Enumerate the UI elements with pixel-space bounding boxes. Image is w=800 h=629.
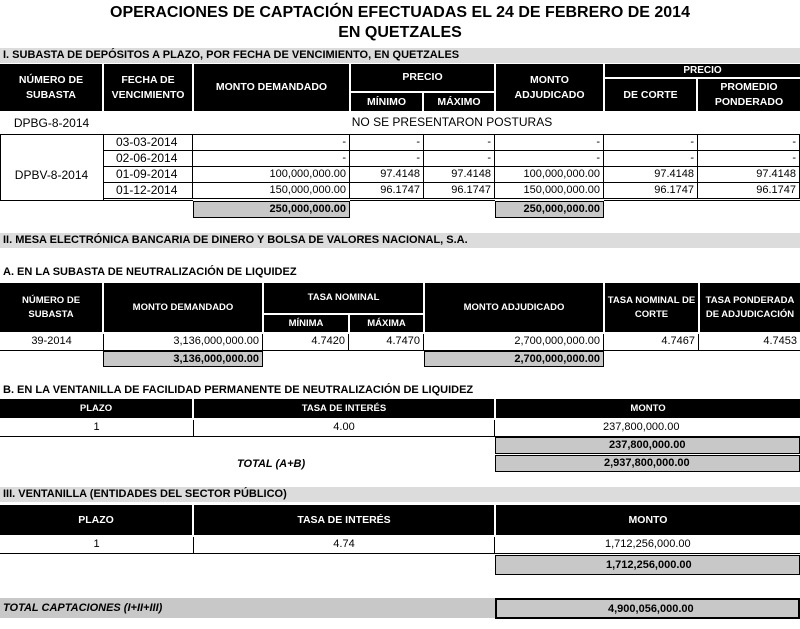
header-numero-subasta: NÚMERO DE SUBASTA: [0, 64, 102, 111]
header-minima: MÍNIMA: [264, 315, 348, 332]
header-plazo-b: PLAZO: [0, 399, 192, 418]
header-precio-2: PRECIO: [605, 64, 800, 77]
dpbv-promedio: -: [698, 151, 800, 167]
total-adjudicado-section1: 250,000,000.00: [495, 201, 604, 218]
divider: [604, 200, 800, 201]
header-plazo-iii: PLAZO: [0, 505, 192, 535]
ii-a-corte: 4.7467: [604, 334, 699, 350]
header-monto-demandado: MONTO DEMANDADO: [194, 64, 349, 111]
dpbg-numero: DPBG-8-2014: [13, 116, 90, 130]
dpbg-note: NO SE PRESENTARON POSTURAS: [351, 115, 553, 129]
divider: [350, 200, 495, 201]
section-1-heading: I. SUBASTA DE DEPÓSITOS A PLAZO, POR FECHA DE VENCIMIENTO, EN QUETZALES: [0, 48, 800, 63]
total-demandado-section1: 250,000,000.00: [193, 201, 350, 218]
dpbv-adjudicado: 100,000,000.00: [495, 167, 604, 183]
header-monto-demandado-a: MONTO DEMANDADO: [104, 283, 262, 332]
dpbv-minimo: -: [350, 151, 424, 167]
header-minimo: MÍNIMO: [351, 93, 422, 111]
dpbv-demandado: -: [193, 135, 350, 151]
section-3-heading: III. VENTANILLA (ENTIDADES DEL SECTOR PÚBLICO): [0, 487, 800, 502]
dpbv-minimo: 97.4148: [350, 167, 424, 183]
dpbv-fecha: 03-03-2014: [104, 135, 193, 151]
iii-monto: 1,712,256,000.00: [605, 538, 691, 550]
dpbv-maximo: 97.4148: [424, 167, 495, 183]
header-tasa-ponderada: TASA PONDERADA DE ADJUDICACIÓN: [700, 283, 800, 332]
dpbv-adjudicado: -: [495, 151, 604, 167]
dpbv-corte: -: [604, 135, 698, 151]
page-title: OPERACIONES DE CAPTACIÓN EFECTUADAS EL 24 DE FEBRERO DE 2014: [110, 4, 690, 21]
dpbv-fecha: 02-06-2014: [104, 151, 193, 167]
total-ab-label: TOTAL (A+B): [237, 458, 306, 470]
divider: [0, 200, 193, 201]
dpbv-maximo: -: [424, 151, 495, 167]
dpbv-numero: DPBV-8-2014: [14, 168, 89, 182]
dpbv-minimo: 96.1747: [350, 183, 424, 199]
section-2a-heading: A. EN LA SUBASTA DE NEUTRALIZACIÓN DE LIQUIDEZ: [0, 265, 800, 280]
header-maximo: MÁXIMO: [424, 93, 494, 111]
header-maxima: MÁXIMA: [350, 315, 423, 332]
dpbv-promedio: 96.1747: [698, 183, 800, 199]
dpbv-minimo: -: [350, 135, 424, 151]
dpbv-maximo: 96.1747: [424, 183, 495, 199]
header-de-corte: DE CORTE: [605, 79, 696, 111]
dpbv-demandado: -: [193, 151, 350, 167]
ii-a-ponderada: 4.7453: [763, 335, 797, 347]
section-2-heading: II. MESA ELECTRÓNICA BANCARIA DE DINERO Y BOLSA DE VALORES NACIONAL, S.A.: [0, 233, 800, 248]
dpbv-promedio: -: [698, 135, 800, 151]
dpbv-maximo: -: [424, 135, 495, 151]
header-fecha-vencimiento: FECHA DE VENCIMIENTO: [104, 64, 192, 111]
iii-tasa: 4.74: [193, 537, 495, 553]
ii-a-maxima: 4.7470: [349, 334, 424, 350]
header-monto-adjudicado: MONTO ADJUDICADO: [496, 64, 603, 111]
section-2b-heading: B. EN LA VENTANILLA DE FACILIDAD PERMANENTE DE NEUTRALIZACIÓN DE LIQUIDEZ: [0, 383, 800, 398]
header-precio: PRECIO: [351, 64, 494, 91]
ii-a-minima: 4.7420: [263, 334, 349, 350]
ii-b-total: 237,800,000.00: [495, 437, 800, 454]
dpbv-demandado: 100,000,000.00: [193, 167, 350, 183]
ii-a-adjudicado: 2,700,000,000.00: [424, 334, 604, 350]
dpbv-fecha: 01-12-2014: [104, 183, 193, 199]
header-monto-adjudicado-a: MONTO ADJUDICADO: [425, 283, 603, 332]
header-monto-iii: MONTO: [496, 505, 800, 535]
dpbv-promedio: 97.4148: [698, 167, 800, 183]
header-monto-b: MONTO: [496, 399, 800, 418]
ii-a-demandado: 3,136,000,000.00: [103, 334, 263, 350]
dpbv-demandado: 150,000,000.00: [193, 183, 350, 199]
ii-b-monto: 237,800,000.00: [603, 421, 680, 433]
dpbv-corte: 97.4148: [604, 167, 698, 183]
ii-a-total-demandado: 3,136,000,000.00: [103, 351, 263, 367]
page-subtitle: EN QUETZALES: [338, 24, 462, 41]
divider: [0, 134, 1, 201]
divider: [0, 553, 800, 554]
iii-plazo: 1: [93, 538, 100, 550]
header-numero-subasta-a: NÚMERO DE SUBASTA: [0, 283, 102, 332]
dpbv-corte: 96.1747: [604, 183, 698, 199]
dpbv-corte: -: [604, 151, 698, 167]
header-tasa-iii: TASA DE INTERÉS: [194, 505, 494, 535]
header-tasa-corte: TASA NOMINAL DE CORTE: [605, 283, 698, 332]
ii-a-numero: 39-2014: [31, 335, 72, 347]
ii-b-plazo: 1: [93, 421, 100, 433]
total-ab-value: 2,937,800,000.00: [495, 455, 800, 472]
header-promedio-ponderado: PROMEDIO PONDERADO: [698, 79, 800, 111]
grand-total-value: 4,900,056,000.00: [495, 598, 800, 619]
dpbv-adjudicado: 150,000,000.00: [495, 183, 604, 199]
grand-total-label: TOTAL CAPTACIONES (I+II+III): [3, 602, 163, 614]
header-tasa-nominal: TASA NOMINAL: [264, 283, 423, 313]
dpbv-adjudicado: -: [495, 135, 604, 151]
ii-a-total-adjudicado: 2,700,000,000.00: [424, 351, 604, 367]
dpbv-fecha: 01-09-2014: [104, 167, 193, 183]
iii-total: 1,712,256,000.00: [495, 555, 800, 575]
header-tasa-b: TASA DE INTERÉS: [194, 399, 494, 418]
ii-b-tasa: 4.00: [193, 420, 495, 436]
